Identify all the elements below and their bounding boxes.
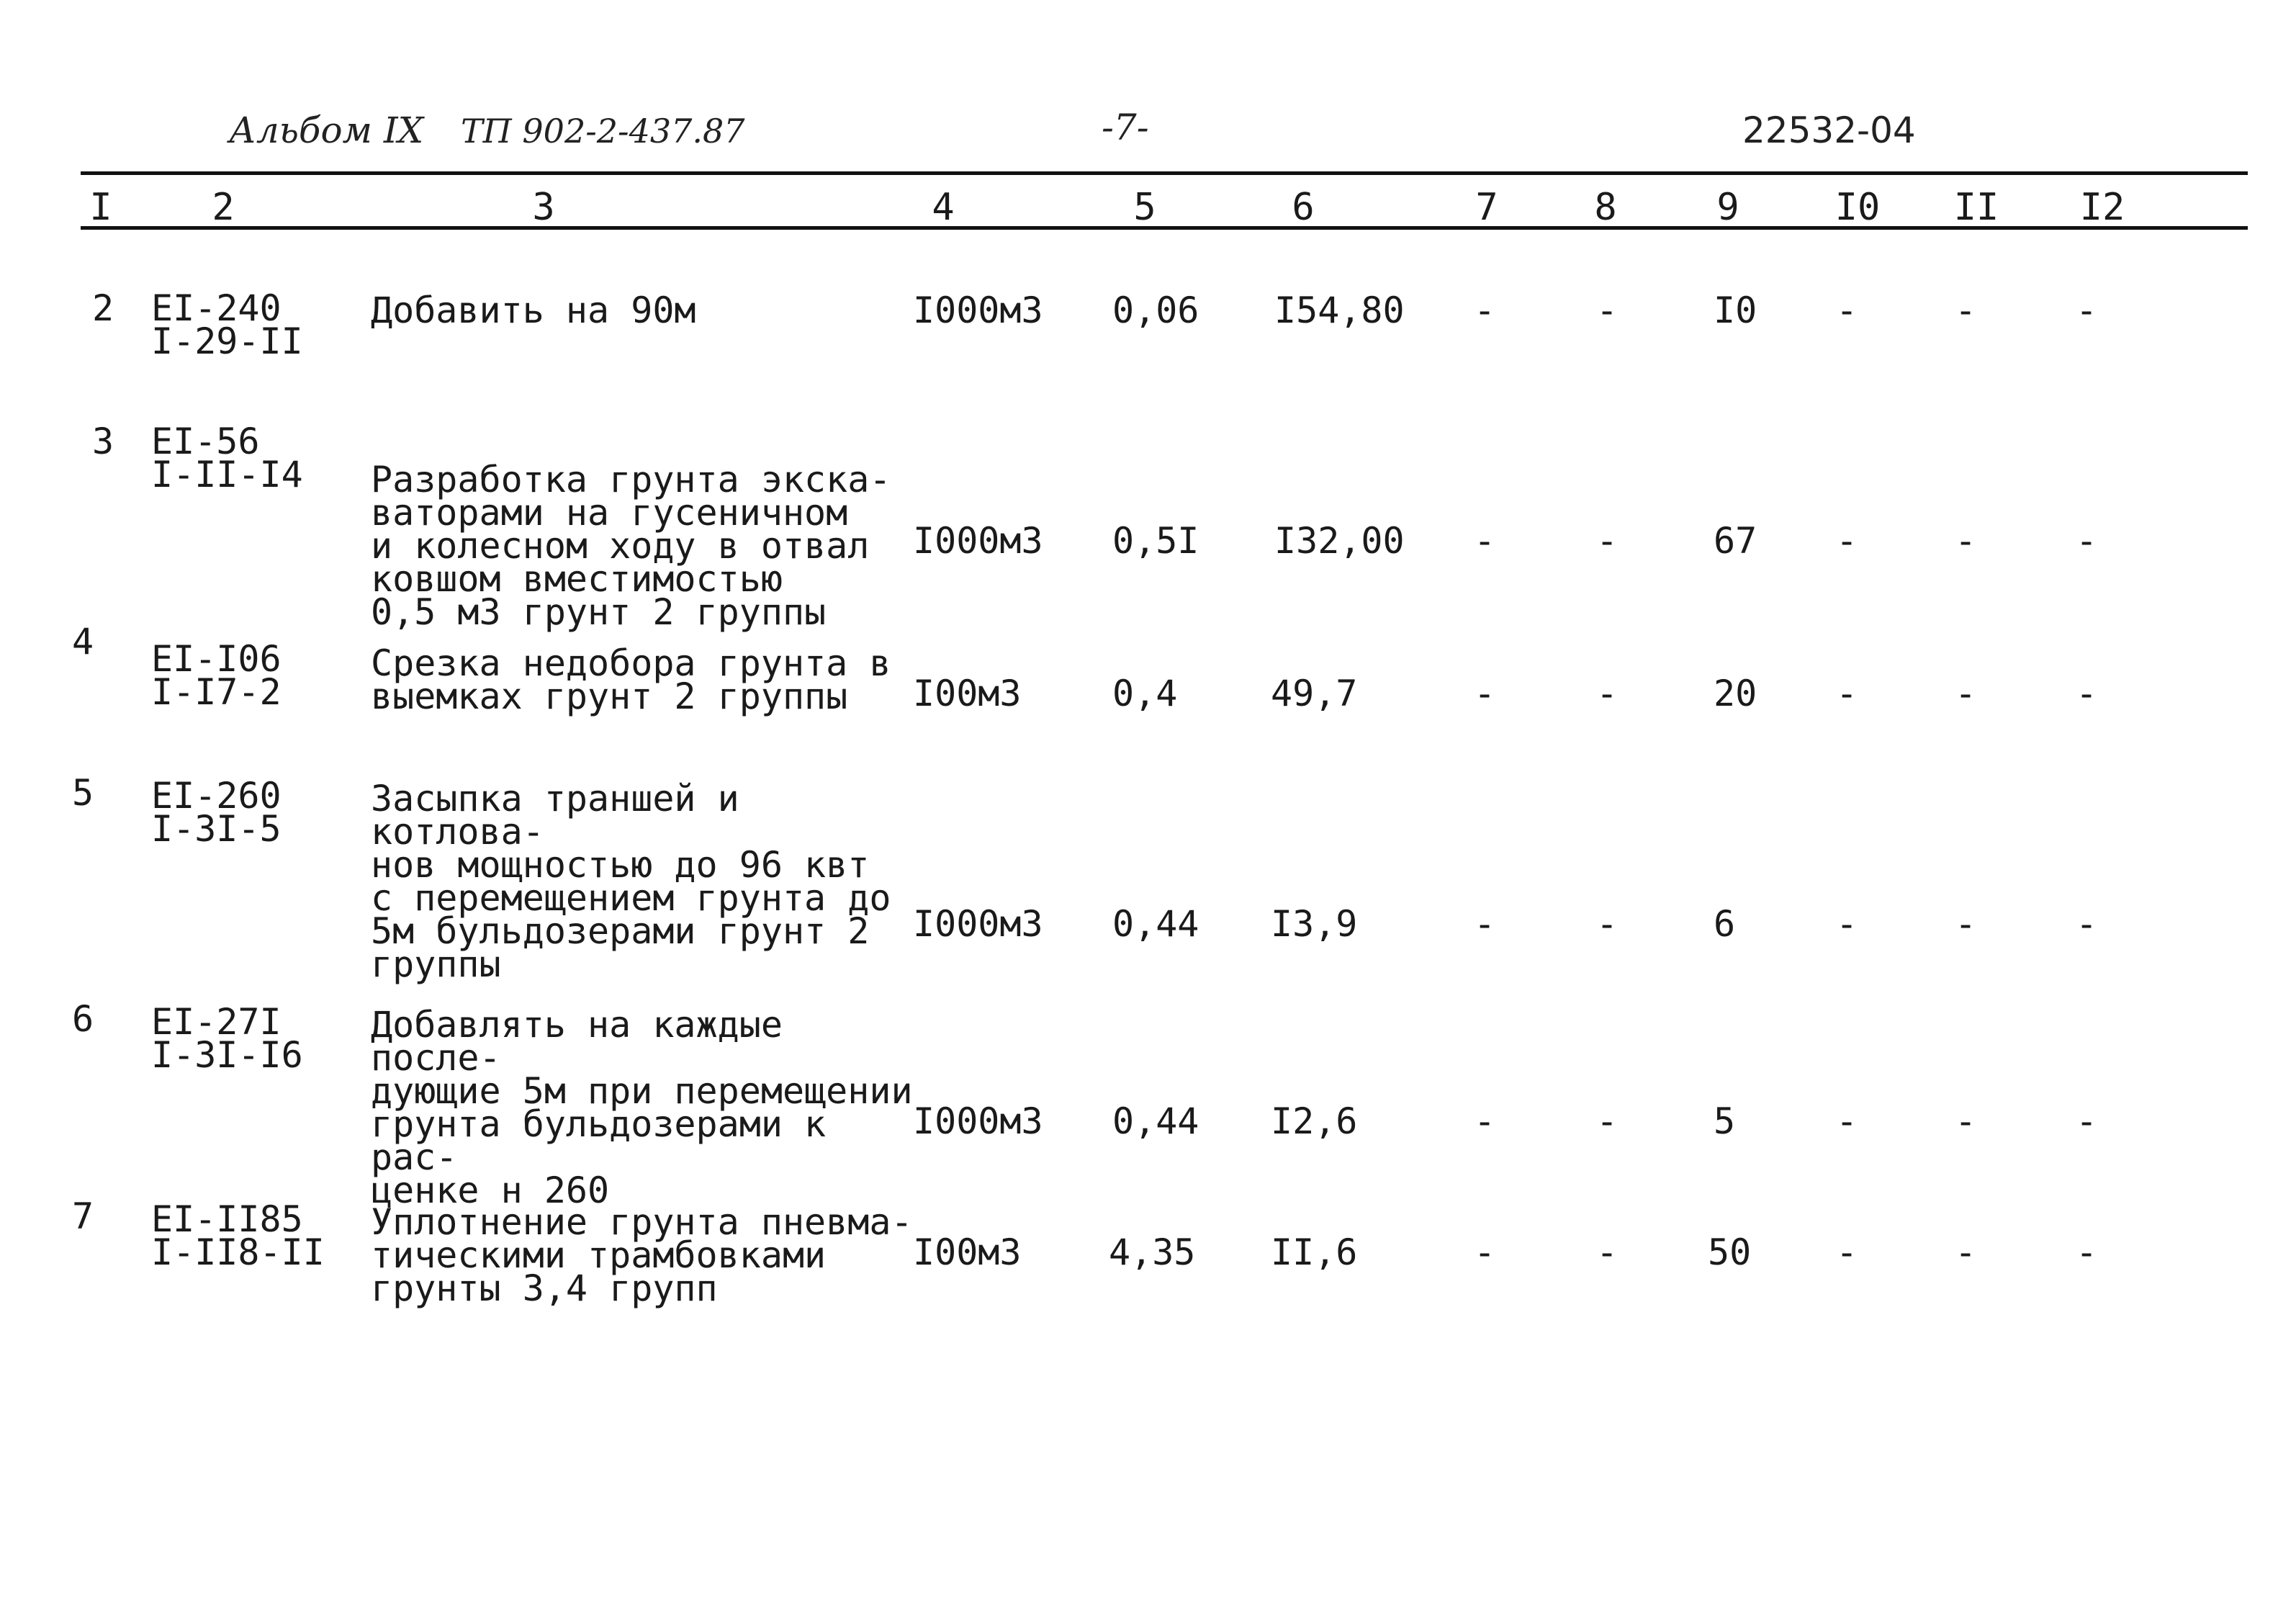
row-col8: - (1595, 1100, 1619, 1142)
row-price: II,6 (1271, 1231, 1358, 1273)
row-col12: - (2075, 1100, 2098, 1142)
row-code-1: EI-I06 (151, 638, 282, 680)
row-col11: - (1954, 289, 1977, 331)
row-code-1: EI-56 (151, 421, 260, 462)
row-code-1: EI-II85 (151, 1198, 303, 1240)
row-col12: - (2075, 903, 2098, 945)
row-number: 2 (92, 287, 114, 329)
album-label: Альбом IX (229, 109, 424, 151)
row-quantity: 0,5I (1112, 520, 1199, 562)
column-header-5: 5 (1133, 186, 1156, 229)
row-number: 7 (72, 1195, 94, 1237)
row-col9: 67 (1714, 520, 1757, 562)
row-description: Добавить на 90м (371, 289, 696, 331)
column-header-7: 7 (1475, 186, 1498, 229)
row-col10: - (1835, 520, 1858, 562)
row-code-1: EI-260 (151, 775, 282, 817)
row-price: 49,7 (1271, 673, 1358, 714)
row-col10: - (1835, 1100, 1858, 1142)
row-unit: I000м3 (913, 520, 1043, 562)
row-col10: - (1835, 1231, 1858, 1273)
document-code: 22532-04 (1742, 109, 1916, 151)
row-code-2: I-3I-5 (151, 808, 282, 850)
row-col8: - (1595, 520, 1619, 562)
row-col12: - (2075, 289, 2098, 331)
row-col10: - (1835, 903, 1858, 945)
table-top-rule (81, 171, 2248, 175)
row-number: 5 (72, 772, 94, 814)
column-header-3: 3 (532, 186, 555, 229)
row-price: I2,6 (1271, 1100, 1358, 1142)
row-code-2: I-II-I4 (151, 454, 303, 495)
row-col9: I0 (1714, 289, 1757, 331)
row-unit: I00м3 (913, 673, 1022, 714)
column-header-9: 9 (1716, 186, 1739, 229)
row-col7: - (1473, 903, 1496, 945)
row-description: Срезка недобора грунта в выемках грунт 2 группы (371, 642, 891, 717)
row-description: Засыпка траншей и котлова- нов мощностью до 96 квт с перемещением грунта до 5м бульдозерами грунт 2 группы (371, 778, 891, 985)
row-col9: 50 (1708, 1231, 1752, 1273)
row-unit: I000м3 (913, 903, 1043, 945)
row-col12: - (2075, 673, 2098, 714)
row-col9: 20 (1714, 673, 1757, 714)
row-number: 3 (92, 421, 114, 462)
row-col11: - (1954, 673, 1977, 714)
row-unit: I000м3 (913, 289, 1043, 331)
row-number: 6 (72, 998, 94, 1040)
row-price: I54,80 (1274, 289, 1405, 331)
row-price: I32,00 (1274, 520, 1405, 562)
row-col9: 5 (1714, 1100, 1736, 1142)
row-code-1: EI-27I (151, 1001, 282, 1043)
column-header-8: 8 (1594, 186, 1617, 229)
row-col8: - (1595, 673, 1619, 714)
row-col11: - (1954, 903, 1977, 945)
row-col9: 6 (1714, 903, 1736, 945)
row-quantity: 4,35 (1109, 1231, 1196, 1273)
row-col8: - (1595, 1231, 1619, 1273)
row-quantity: 0,4 (1112, 673, 1178, 714)
row-col11: - (1954, 1231, 1977, 1273)
row-quantity: 0,44 (1112, 903, 1199, 945)
row-unit: I000м3 (913, 1100, 1043, 1142)
column-header-12: I2 (2079, 186, 2125, 229)
row-unit: I00м3 (913, 1231, 1022, 1273)
column-header-4: 4 (932, 186, 955, 229)
row-quantity: 0,06 (1112, 289, 1199, 331)
row-col11: - (1954, 520, 1977, 562)
row-col11: - (1954, 1100, 1977, 1142)
row-col8: - (1595, 289, 1619, 331)
row-col7: - (1473, 1231, 1496, 1273)
column-header-10: I0 (1834, 186, 1881, 229)
row-code-2: I-I7-2 (151, 671, 282, 713)
row-col7: - (1473, 289, 1496, 331)
row-price: I3,9 (1271, 903, 1358, 945)
row-code-2: I-29-II (151, 320, 303, 362)
row-code-2: I-II8-II (151, 1231, 325, 1273)
column-header-2: 2 (212, 186, 235, 229)
row-col8: - (1595, 903, 1619, 945)
row-quantity: 0,44 (1112, 1100, 1199, 1142)
row-col7: - (1473, 1100, 1496, 1142)
row-col12: - (2075, 520, 2098, 562)
row-col10: - (1835, 289, 1858, 331)
row-description: Уплотнение грунта пневма- тическими трамбовками грунты 3,4 групп (371, 1201, 913, 1309)
row-col12: - (2075, 1231, 2098, 1273)
column-header-1: I (89, 186, 112, 229)
row-code-1: EI-240 (151, 287, 282, 329)
row-number: 4 (72, 621, 94, 663)
page-number: -7- (1102, 107, 1149, 148)
column-header-11: II (1953, 186, 1999, 229)
row-col10: - (1835, 673, 1858, 714)
column-header-6: 6 (1292, 186, 1315, 229)
row-description: Добавлять на каждые после- дующие 5м при перемещении грунта бульдозерами к рас- ценке н 260 (371, 1004, 913, 1211)
row-col7: - (1473, 520, 1496, 562)
project-code: ТП 902-2-437.87 (461, 112, 745, 151)
row-description: Разработка грунта экска- ваторами на гусеничном и колесном ходу в отвал ковшом вместимостью 0,5 м3 грунт 2 группы (371, 459, 891, 633)
row-col7: - (1473, 673, 1496, 714)
row-code-2: I-3I-I6 (151, 1034, 303, 1076)
